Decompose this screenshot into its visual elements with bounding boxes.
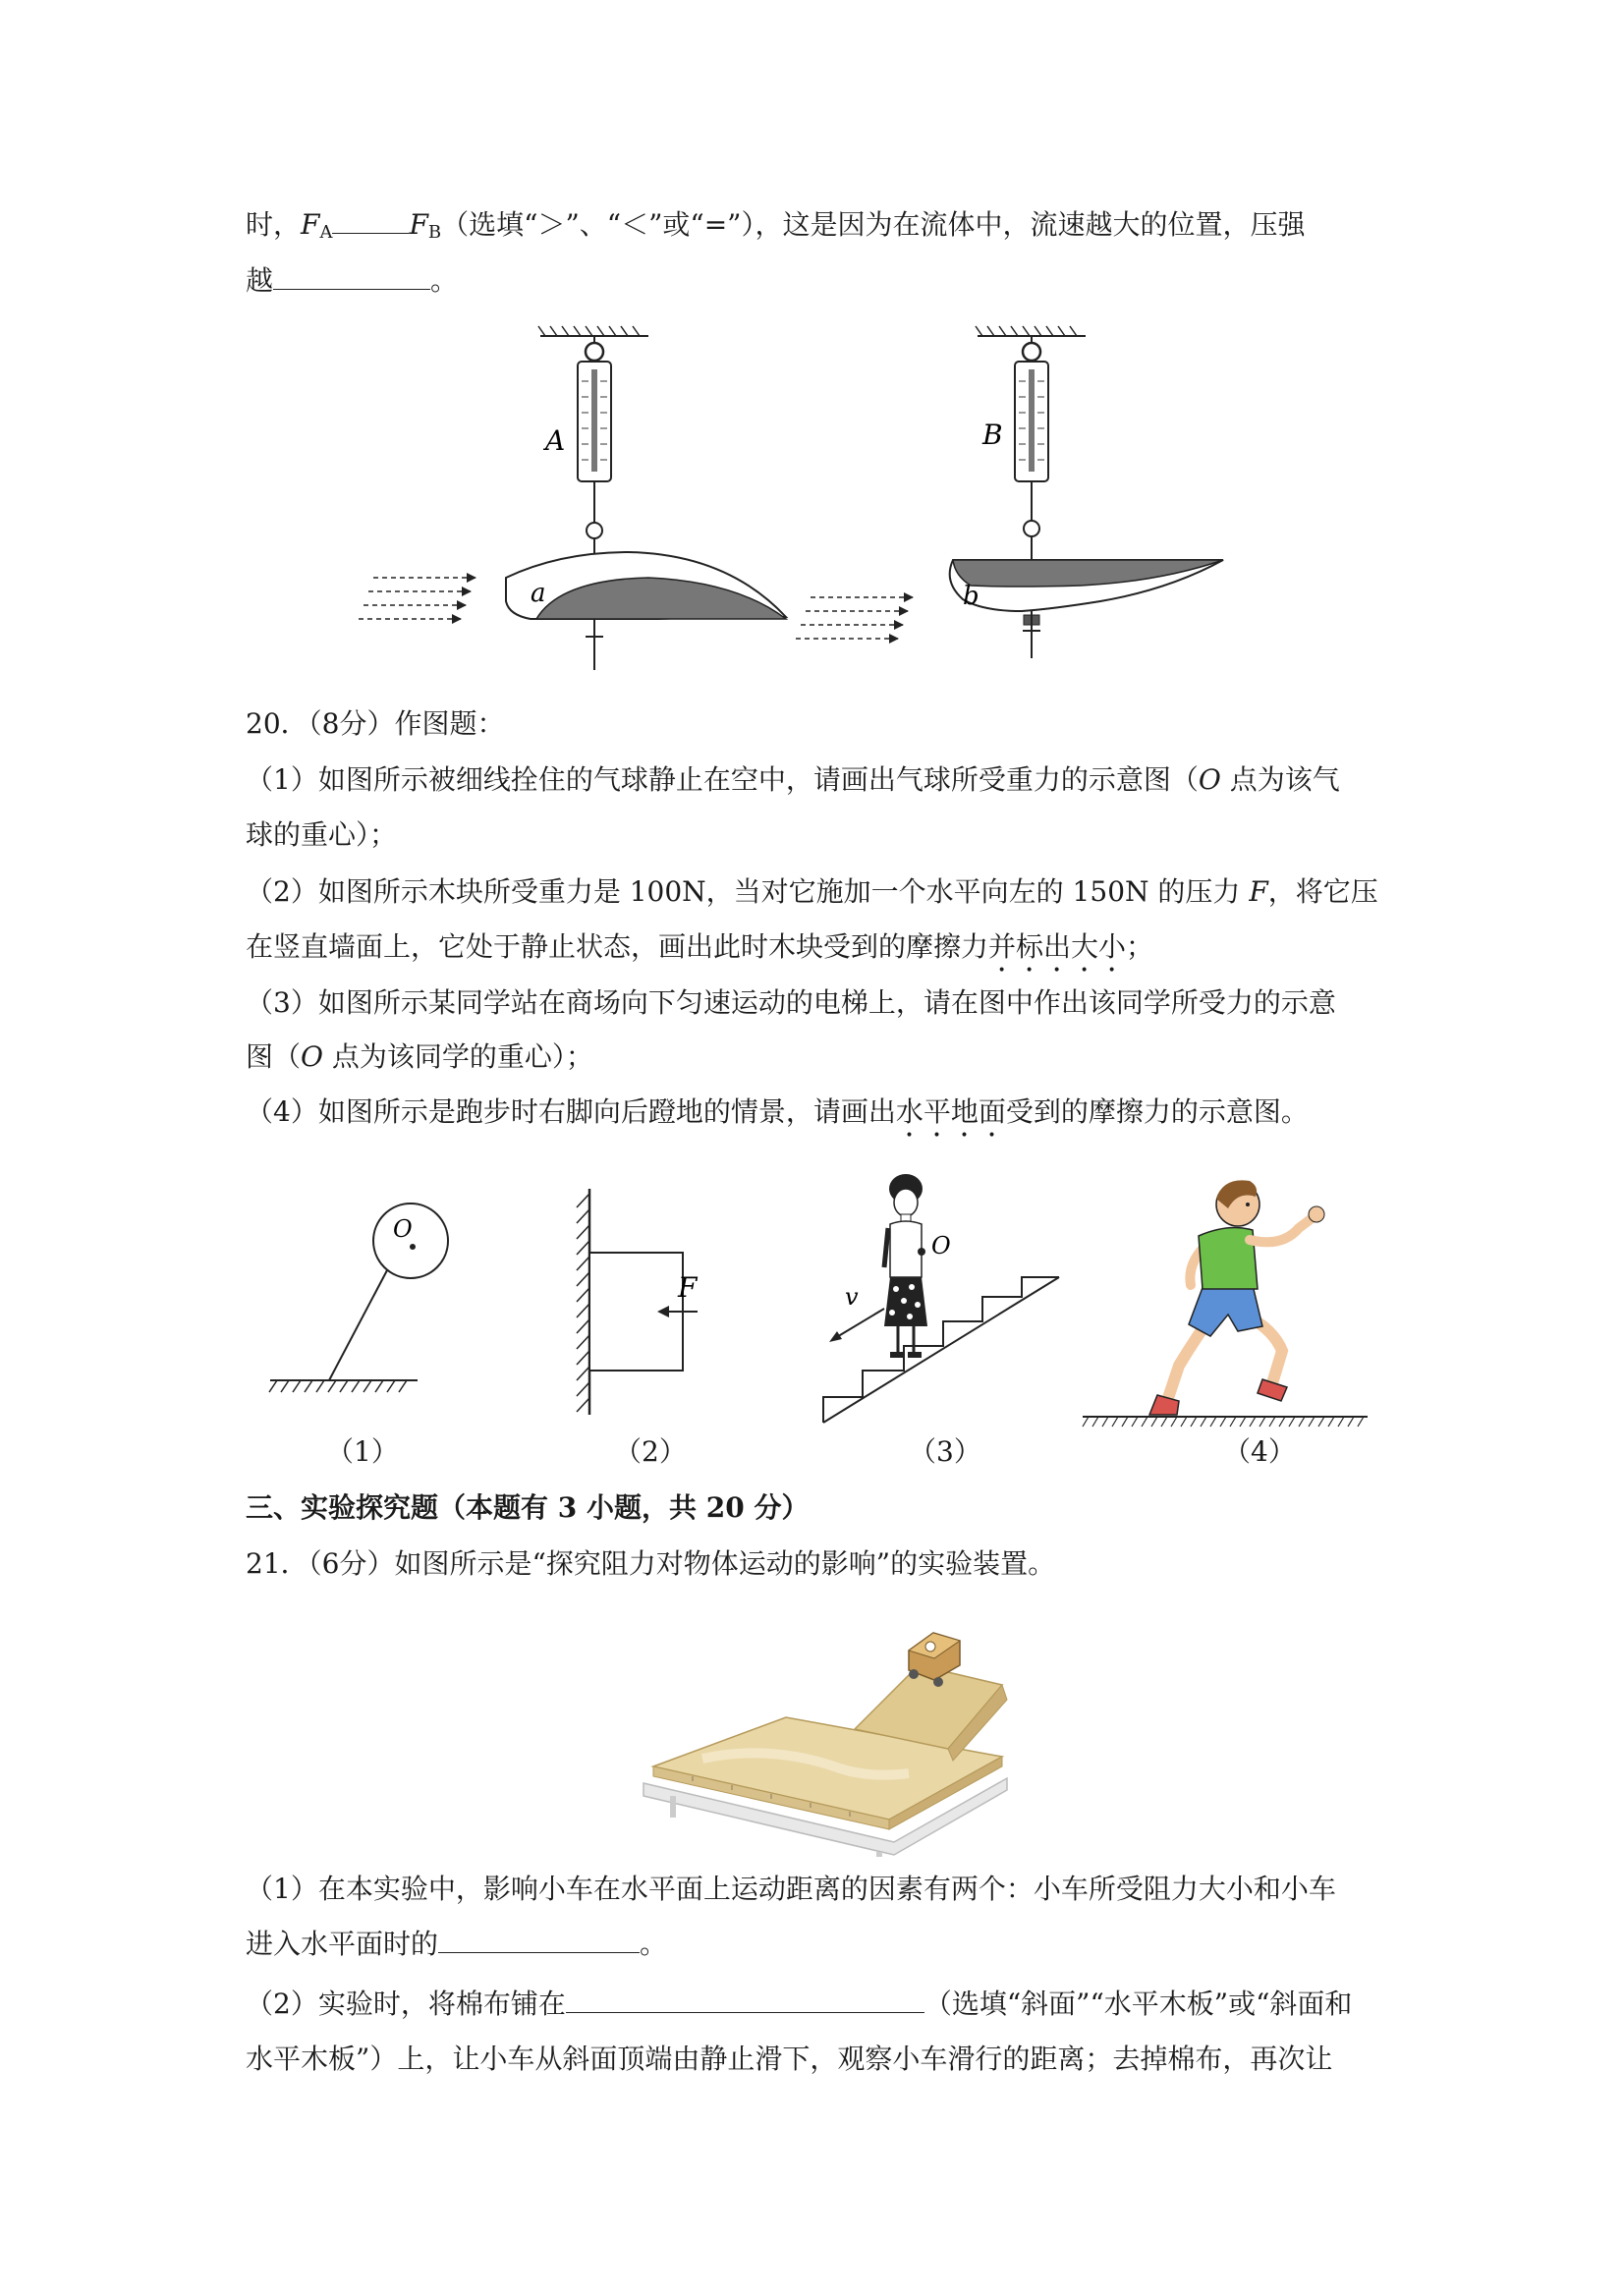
runner-person	[1149, 1180, 1324, 1415]
section-3-title: 三、实验探究题（本题有 3 小题，共 20 分）	[246, 1491, 810, 1524]
q20-title: 20．（8分）作图题：	[246, 707, 505, 740]
scale-b-group	[796, 326, 1223, 658]
velocity-label: v	[845, 1283, 859, 1311]
q21-title: 21．（6分）如图所示是“探究阻力对物体运动的影响”的实验装置。	[246, 1547, 1056, 1580]
q21-part2-line2: 水平木板”）上，让小车从斜面顶端由静止滑下，观察小车滑行的距离；去掉棉布，再次让	[246, 2043, 1333, 2075]
scale-a-group	[359, 326, 786, 670]
answer-blank-speed[interactable]	[438, 1929, 640, 1953]
q20-part1-line2: 球的重心）；	[246, 818, 398, 851]
block-on-wall-figure	[555, 1184, 717, 1420]
q20-part3-line2: 图（O 点为该同学的重心）；	[246, 1040, 593, 1073]
q21-part1-line1: （1）在本实验中，影响小车在水平面上运动距离的因素有两个：小车所受阻力大小和小车	[246, 1873, 1336, 1905]
q19-line-2: 越 。	[246, 264, 459, 297]
answer-blank-pressure[interactable]	[273, 265, 430, 290]
balloon-center-label: O	[393, 1215, 413, 1243]
q21-part1-line2: 进入水平面时的 。	[246, 1928, 668, 1960]
q20-part1-line1: （1）如图所示被细线拴住的气球静止在空中，请画出气球所受重力的示意图（O 点为该气	[246, 763, 1340, 796]
q21-part2-line1: （2）实验时，将棉布铺在 （选填“斜面”“水平木板”或“斜面和	[246, 1988, 1353, 2020]
answer-blank-cloth-position[interactable]	[566, 1988, 924, 2013]
q20-part2-line2: 在竖直墙面上，它处于静止状态，画出此时木块受到的摩擦力并标出大小；	[246, 930, 1154, 963]
student-center-label: O	[931, 1232, 951, 1260]
q20-part4-line1: （4）如图所示是跑步时右脚向后蹬地的情景，请画出水平地面受到的摩擦力的示意图。	[246, 1095, 1309, 1128]
student-figure	[884, 1174, 927, 1358]
q20-part2-line1: （2）如图所示木块所受重力是 100N，当对它施加一个水平向左的 150N 的压力 F，将它压	[246, 875, 1378, 908]
scale-a-label: A	[545, 424, 566, 457]
balloon-figure	[265, 1204, 432, 1395]
caption-fig-1: （1）	[326, 1435, 399, 1468]
caption-fig-2: （2）	[614, 1435, 687, 1468]
pressure-force-label: F	[678, 1271, 698, 1304]
escalator-figure	[815, 1169, 1061, 1429]
scale-b-label: B	[982, 419, 1003, 451]
wing-a-label: a	[531, 579, 546, 608]
wing-spring-scale-figure	[334, 324, 1248, 688]
runner-figure	[1081, 1169, 1371, 1429]
wing-b-label: b	[963, 582, 979, 611]
q19-line-1: 时，$F_A$ $F_B$（选填“＞”、“＜”或“=”），这是因为在流体中，流速越大的位置，压强	[246, 208, 1306, 243]
caption-fig-3: （3）	[909, 1435, 981, 1468]
caption-fig-4: （4）	[1223, 1435, 1296, 1468]
incline-board-figure	[614, 1611, 1017, 1857]
answer-blank-compare[interactable]	[332, 209, 409, 234]
q20-part3-line1: （3）如图所示某同学站在商场向下匀速运动的电梯上，请在图中作出该同学所受力的示意	[246, 986, 1336, 1019]
